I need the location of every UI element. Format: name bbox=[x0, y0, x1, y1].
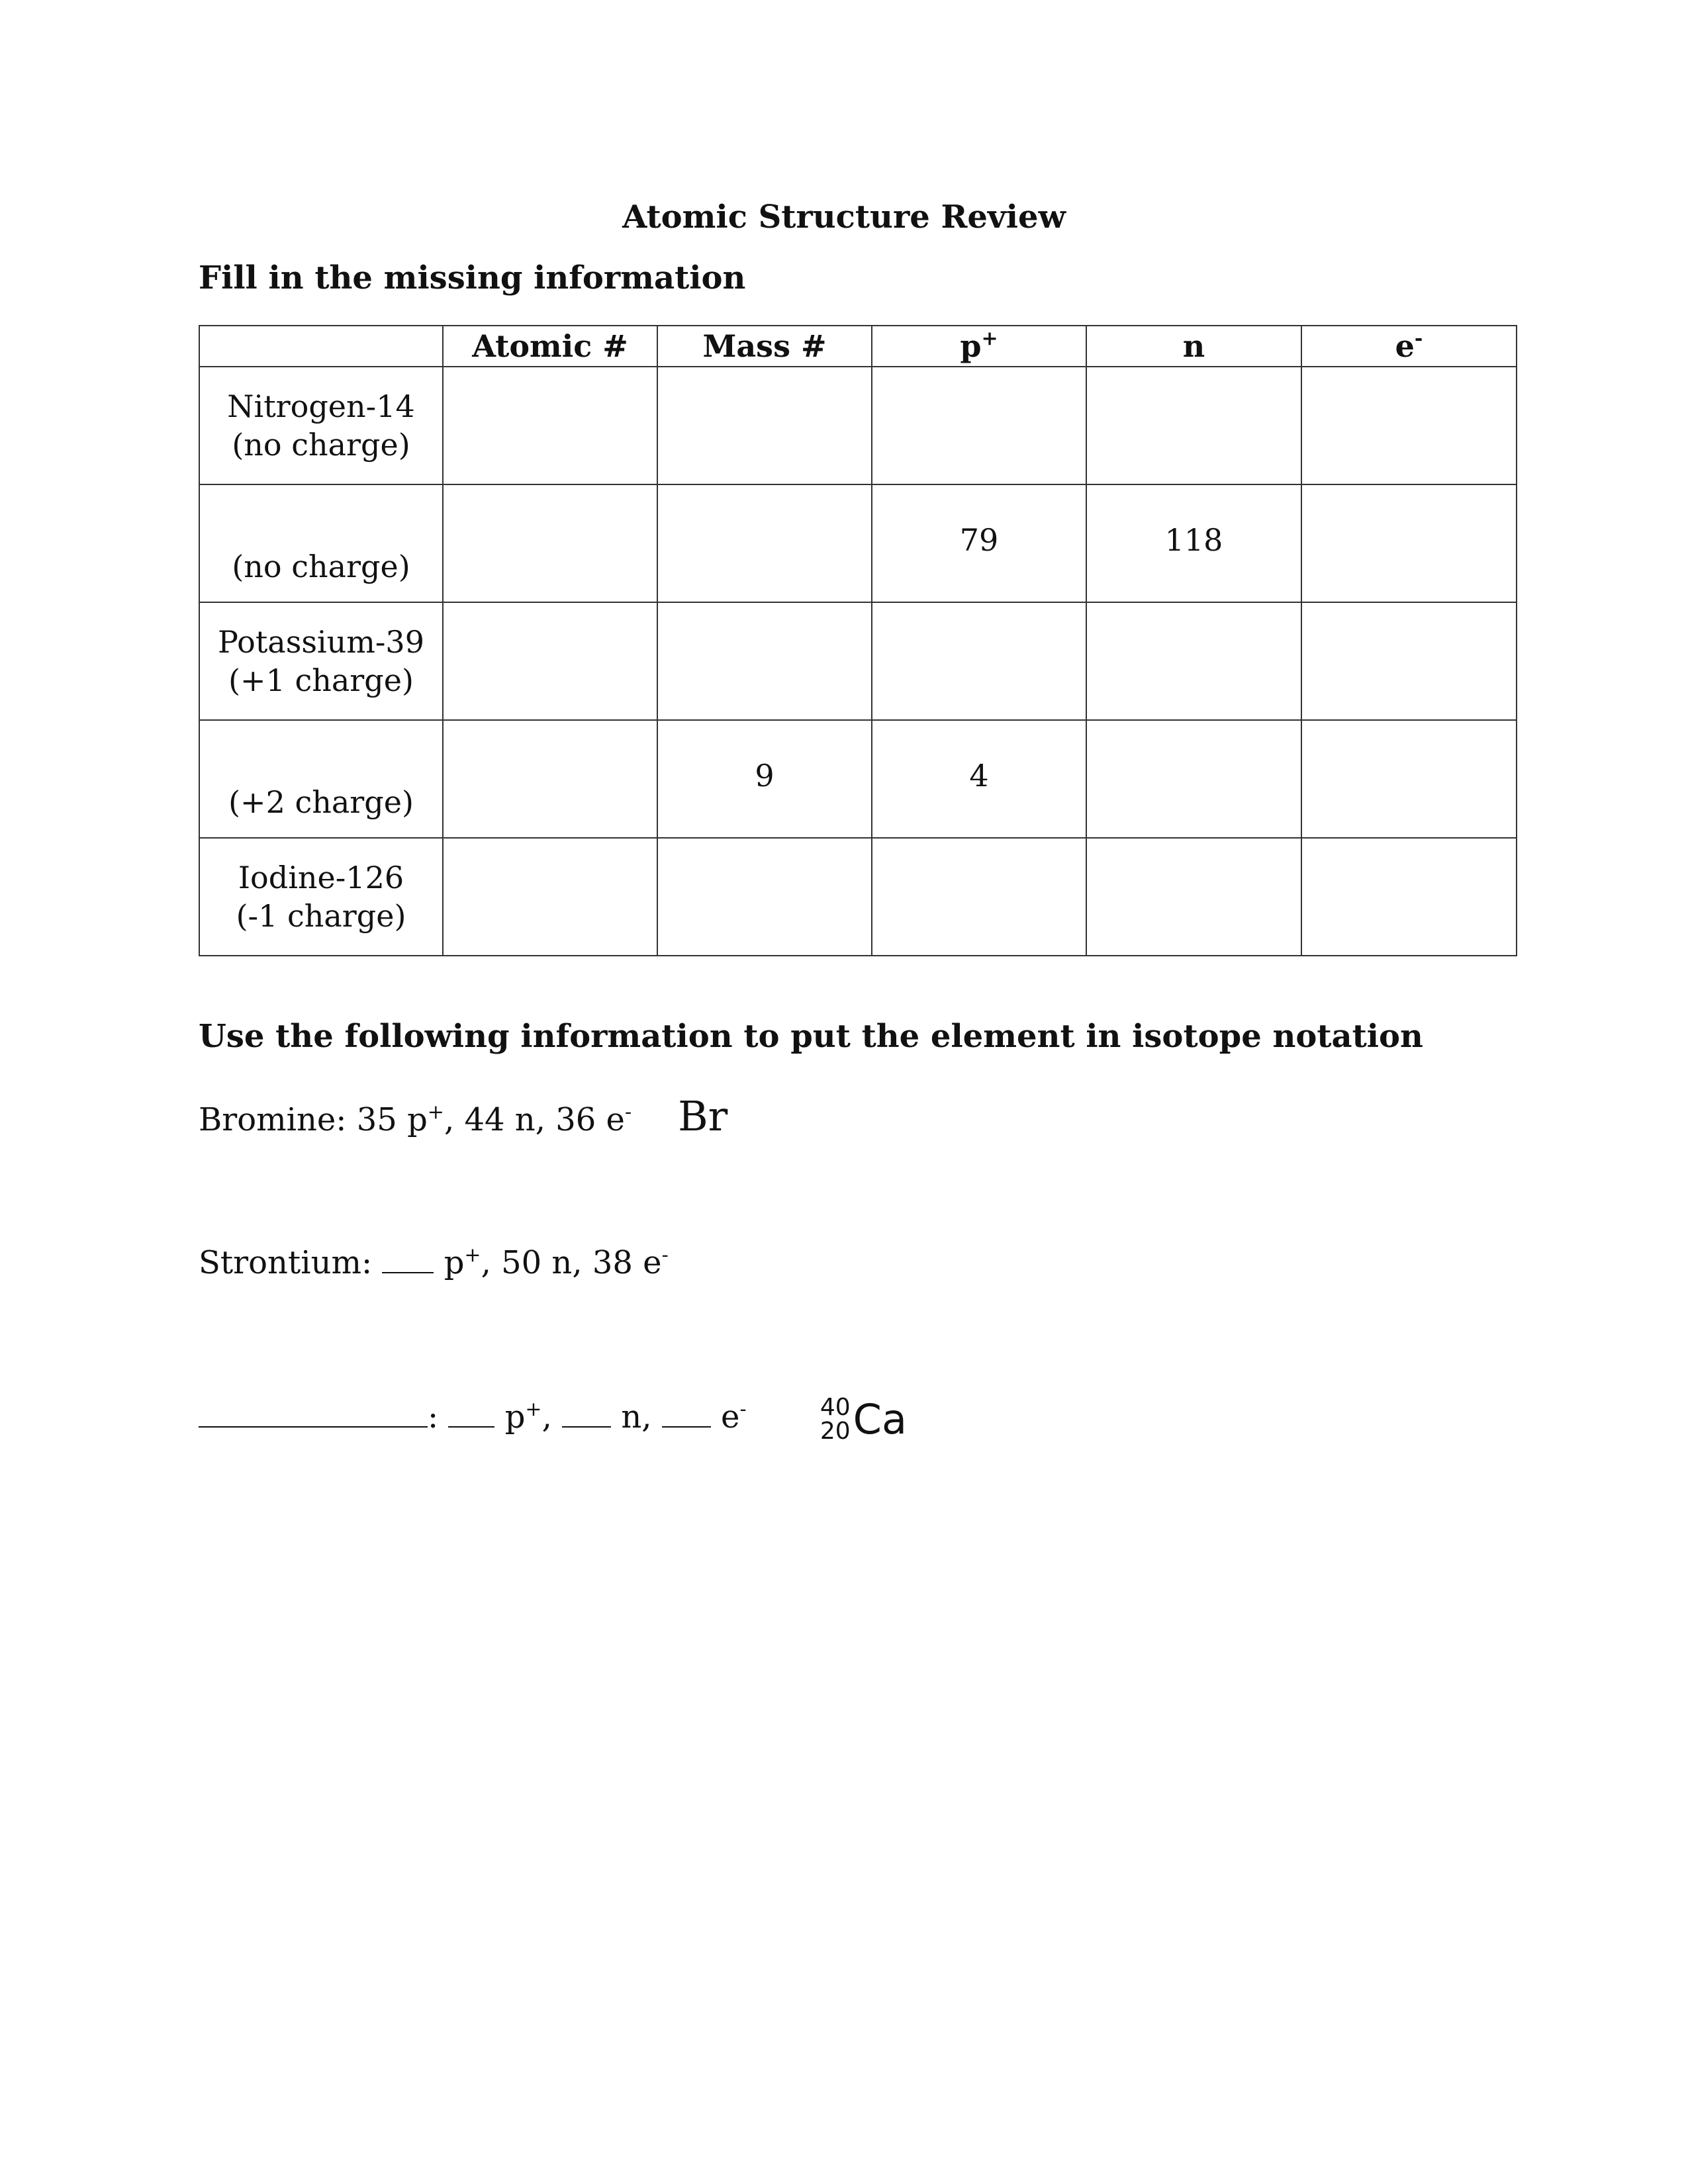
charge-label: (no charge) bbox=[232, 549, 410, 584]
minus-superscript: - bbox=[624, 1101, 632, 1124]
unknown-e: e bbox=[710, 1398, 740, 1435]
isotope-notation bbox=[820, 1395, 907, 1443]
cell-neutrons[interactable] bbox=[1086, 838, 1301, 956]
atomic-number: 20 bbox=[820, 1417, 851, 1445]
element-name-blank[interactable] bbox=[199, 1400, 428, 1428]
header-blank bbox=[199, 326, 443, 367]
table-row bbox=[199, 720, 1517, 838]
atomic-structure-table bbox=[199, 325, 1517, 956]
minus-superscript: - bbox=[739, 1398, 747, 1421]
cell-electrons[interactable] bbox=[1301, 602, 1517, 720]
plus-superscript: + bbox=[981, 327, 998, 350]
cell-atomic-number[interactable] bbox=[443, 602, 657, 720]
cell-mass-number[interactable] bbox=[657, 838, 872, 956]
colon: : bbox=[428, 1398, 439, 1435]
mass-number: 40 bbox=[820, 1393, 851, 1421]
header-atomic-number: Atomic # bbox=[443, 326, 657, 367]
element-symbol: Ca bbox=[853, 1395, 907, 1443]
table-row bbox=[199, 602, 1517, 720]
table-header-row bbox=[199, 326, 1517, 367]
cell-protons[interactable] bbox=[872, 484, 1086, 602]
unknown-n: n, bbox=[611, 1398, 652, 1435]
cell-protons[interactable] bbox=[872, 720, 1086, 838]
cell-protons[interactable] bbox=[872, 838, 1086, 956]
header-electrons bbox=[1301, 326, 1517, 367]
protons-value: 79 bbox=[959, 522, 999, 558]
mass-value: 9 bbox=[755, 758, 774, 794]
cell-atomic-number[interactable] bbox=[443, 367, 657, 484]
bromine-symbol: Br bbox=[678, 1092, 728, 1140]
row-label bbox=[199, 484, 443, 602]
isotope-name: Potassium-39 bbox=[218, 624, 424, 660]
table-row bbox=[199, 838, 1517, 956]
plus-superscript: + bbox=[464, 1244, 481, 1267]
row-label bbox=[199, 367, 443, 484]
row-label bbox=[199, 720, 443, 838]
proton-blank[interactable] bbox=[382, 1246, 434, 1273]
charge-label: (+1 charge) bbox=[228, 662, 414, 698]
header-protons-label: p bbox=[960, 328, 982, 364]
header-electrons-label: e bbox=[1395, 328, 1415, 364]
cell-mass-number[interactable] bbox=[657, 367, 872, 484]
cell-atomic-number[interactable] bbox=[443, 484, 657, 602]
unknown-p: p bbox=[494, 1398, 526, 1435]
cell-neutrons[interactable] bbox=[1086, 367, 1301, 484]
cell-electrons[interactable] bbox=[1301, 720, 1517, 838]
cell-atomic-number[interactable] bbox=[443, 838, 657, 956]
bromine-rest: , 44 n, 36 e bbox=[444, 1101, 625, 1138]
header-mass-number: Mass # bbox=[657, 326, 872, 367]
table-row bbox=[199, 484, 1517, 602]
bromine-line bbox=[199, 1092, 727, 1140]
protons-value: 4 bbox=[969, 758, 989, 794]
page-title: Atomic Structure Review bbox=[622, 199, 1066, 236]
electron-blank[interactable] bbox=[662, 1400, 711, 1428]
isotope-name: Iodine-126 bbox=[238, 860, 404, 895]
header-neutrons: n bbox=[1086, 326, 1301, 367]
cell-neutrons[interactable] bbox=[1086, 602, 1301, 720]
cell-mass-number[interactable] bbox=[657, 720, 872, 838]
cell-protons[interactable] bbox=[872, 367, 1086, 484]
cell-atomic-number[interactable] bbox=[443, 720, 657, 838]
strontium-p: p bbox=[434, 1244, 465, 1281]
isotope-numbers bbox=[820, 1393, 851, 1445]
proton-blank[interactable] bbox=[448, 1400, 494, 1428]
minus-superscript: - bbox=[661, 1244, 669, 1267]
header-protons bbox=[872, 326, 1086, 367]
unknown-element-line: : p+, n, e- 40 20 Ca bbox=[199, 1395, 907, 1443]
charge-label: (no charge) bbox=[232, 427, 410, 463]
cell-electrons[interactable] bbox=[1301, 484, 1517, 602]
row-label bbox=[199, 838, 443, 956]
section-heading-isotope-notation: Use the following information to put the element in isotope notation bbox=[199, 1018, 1423, 1055]
plus-superscript: + bbox=[427, 1101, 444, 1124]
isotope-name: Nitrogen-14 bbox=[227, 388, 415, 424]
row-label bbox=[199, 602, 443, 720]
bromine-label: Bromine: 35 p bbox=[199, 1101, 428, 1138]
cell-neutrons[interactable] bbox=[1086, 720, 1301, 838]
strontium-line bbox=[199, 1244, 669, 1281]
cell-electrons[interactable] bbox=[1301, 367, 1517, 484]
charge-label: (+2 charge) bbox=[228, 784, 414, 820]
cell-protons[interactable] bbox=[872, 602, 1086, 720]
charge-label: (-1 charge) bbox=[236, 898, 406, 934]
plus-superscript: + bbox=[525, 1398, 542, 1421]
strontium-label: Strontium: bbox=[199, 1244, 373, 1281]
section-heading-fill-in: Fill in the missing information bbox=[199, 259, 746, 296]
neutron-blank[interactable] bbox=[562, 1400, 611, 1428]
neutrons-value: 118 bbox=[1164, 522, 1223, 558]
strontium-rest: , 50 n, 38 e bbox=[481, 1244, 662, 1281]
cell-electrons[interactable] bbox=[1301, 838, 1517, 956]
minus-superscript: - bbox=[1414, 327, 1423, 350]
cell-neutrons[interactable] bbox=[1086, 484, 1301, 602]
table-row bbox=[199, 367, 1517, 484]
cell-mass-number[interactable] bbox=[657, 484, 872, 602]
cell-mass-number[interactable] bbox=[657, 602, 872, 720]
